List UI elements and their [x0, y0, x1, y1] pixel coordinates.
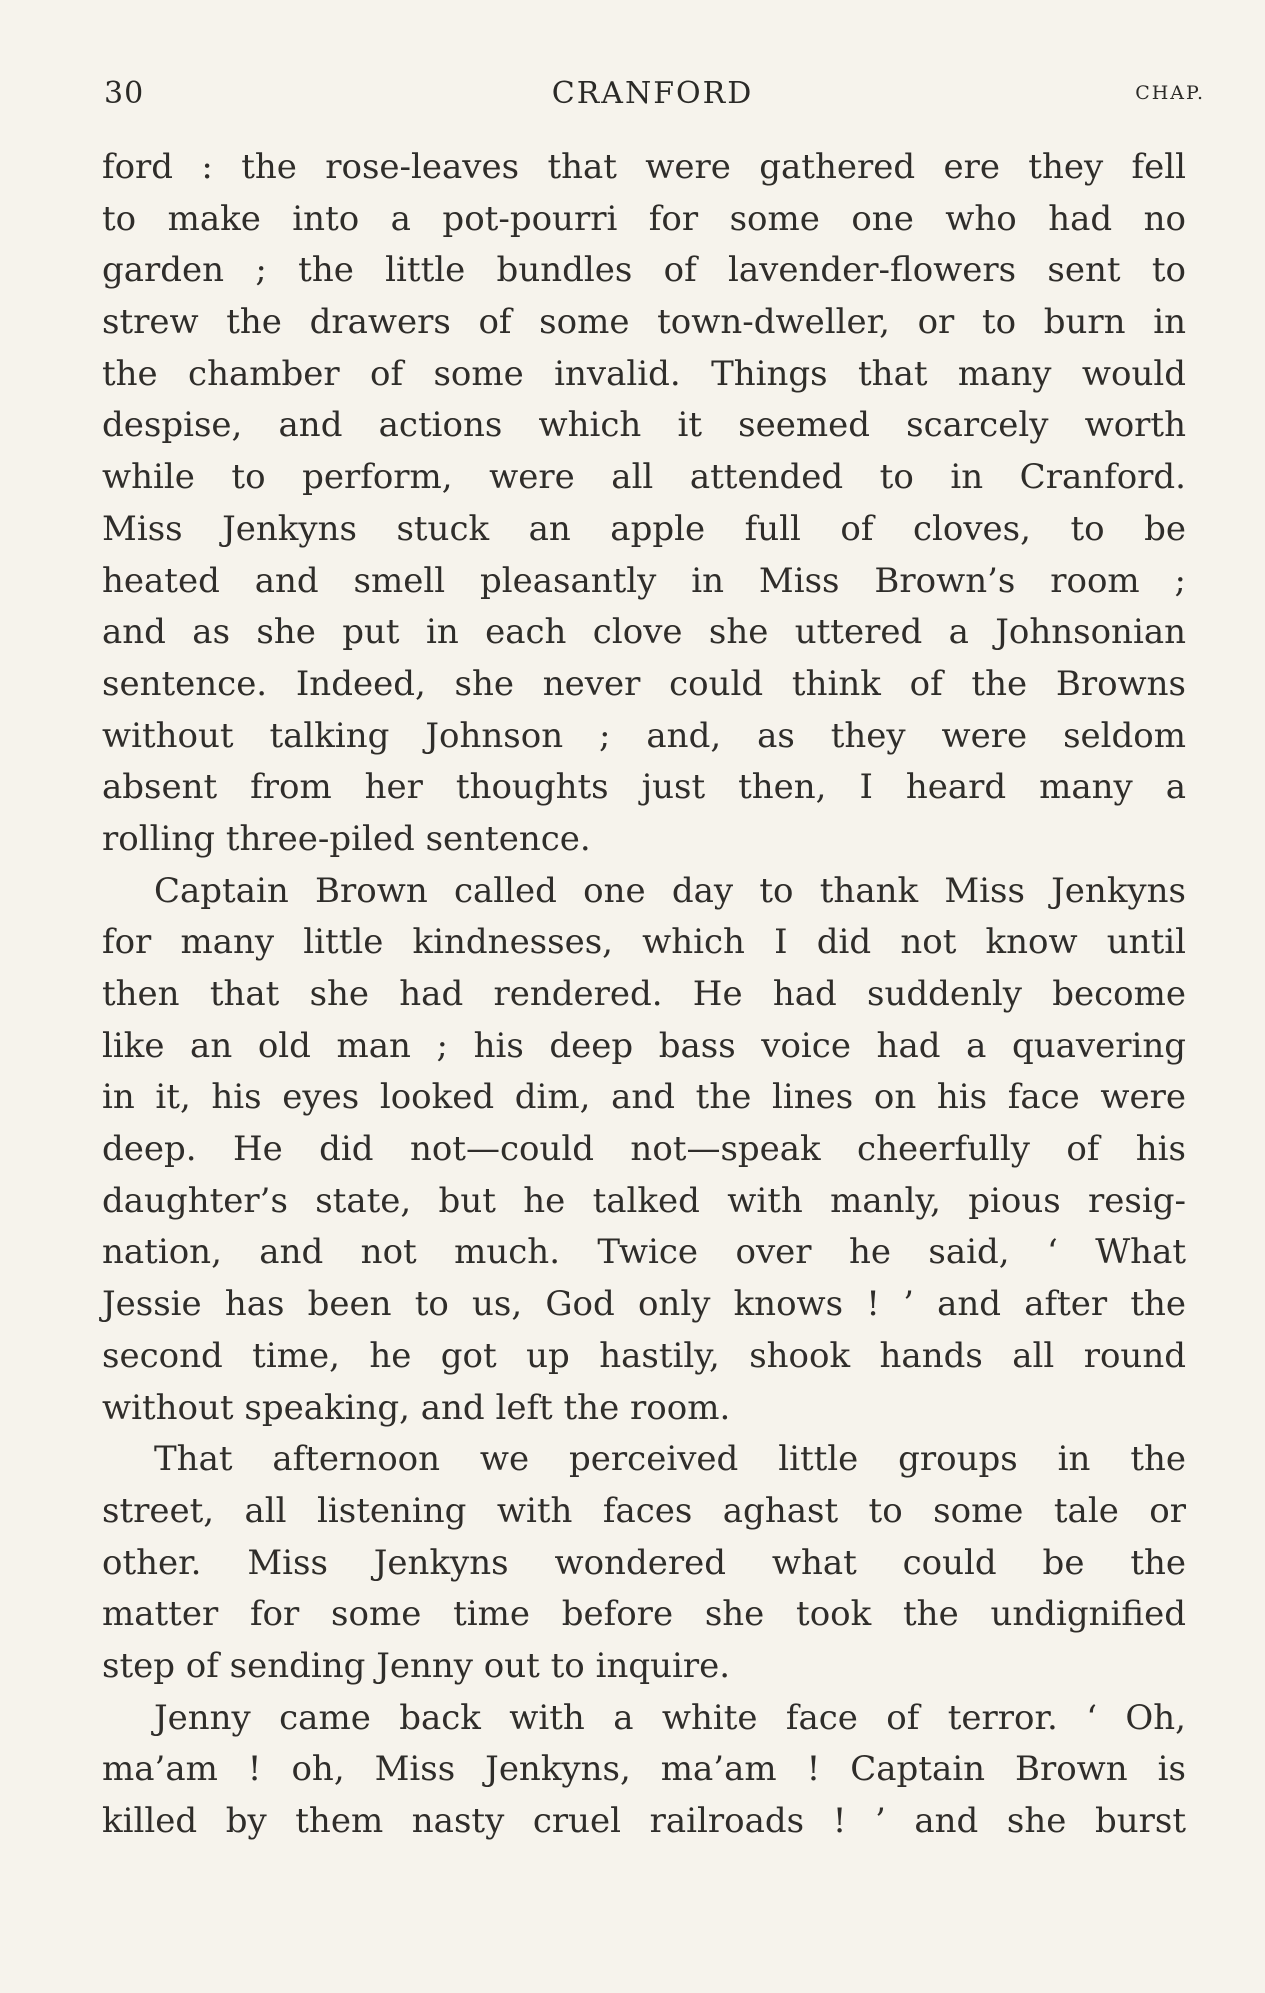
- text-line: without talking Johnson ; and, as they were seldom: [102, 715, 1186, 756]
- text-line: ma’am ! oh, Miss Jenkyns, ma’am ! Captain Brown is: [102, 1749, 1186, 1790]
- text-line: garden ; the little bundles of lavender-flowers sent to: [102, 250, 1186, 291]
- text-line: heated and smell pleasantly in Miss Brown’s room ;: [102, 560, 1186, 601]
- text-line: other. Miss Jenkyns wondered what could be the: [102, 1542, 1186, 1583]
- text-line: nation, and not much. Twice over he said, ‘ What: [102, 1232, 1186, 1273]
- text-line: daughter’s state, but he talked with manly, pious resig-: [102, 1180, 1186, 1221]
- text-line: for many little kindnesses, which I did not know until: [102, 922, 1186, 963]
- text-line: deep. He did not—could not—speak cheerfully of his: [102, 1129, 1186, 1170]
- text-line: step of sending Jenny out to inquire.: [102, 1645, 731, 1686]
- page-number: 30: [104, 76, 145, 111]
- text-line: while to perform, were all attended to in Cranford.: [102, 457, 1186, 498]
- page-header: [100, 68, 1205, 118]
- text-line: like an old man ; his deep bass voice had a quavering: [102, 1025, 1186, 1066]
- text-line: Jenny came back with a white face of terror. ‘ Oh,: [154, 1697, 1186, 1738]
- text-line: despise, and actions which it seemed scarcely worth: [102, 405, 1186, 446]
- text-line: street, all listening with faces aghast to some tale or: [102, 1490, 1186, 1531]
- text-line: and as she put in each clove she uttered a Johnsonian: [102, 612, 1186, 653]
- body-text: [102, 142, 1186, 1848]
- text-line: Jessie has been to us, God only knows ! ’ and after the: [102, 1284, 1186, 1325]
- text-line: ford : the rose-leaves that were gathered ere they fell: [102, 147, 1186, 187]
- text-line: to make into a pot-pourri for some one who had no: [102, 198, 1186, 239]
- text-line: absent from her thoughts just then, I heard many a: [102, 767, 1186, 808]
- text-line: Miss Jenkyns stuck an apple full of cloves, to be: [102, 508, 1186, 549]
- chapter-label: CHAP.: [1135, 82, 1205, 104]
- text-line: sentence. Indeed, she never could think of the Browns: [102, 663, 1186, 704]
- text-line: the chamber of some invalid. Things that many would: [102, 353, 1186, 394]
- text-line: Captain Brown called one day to thank Miss Jenkyns: [154, 870, 1186, 911]
- text-line: in it, his eyes looked dim, and the lines on his face were: [102, 1077, 1186, 1118]
- text-line: then that she had rendered. He had suddenly become: [102, 974, 1186, 1014]
- text-line: strew the drawers of some town-dweller, or to burn in: [102, 302, 1186, 343]
- text-line: without speaking, and left the room.: [102, 1387, 731, 1428]
- running-title: CRANFORD: [551, 76, 754, 111]
- text-line: rolling three-piled sentence.: [102, 818, 591, 859]
- text-line: That afternoon we perceived little groups in the: [154, 1439, 1186, 1480]
- text-line: second time, he got up hastily, shook hands all round: [102, 1335, 1186, 1376]
- text-line: killed by them nasty cruel railroads ! ’ and she burst: [102, 1801, 1186, 1841]
- text-line: matter for some time before she took the undignified: [102, 1594, 1186, 1635]
